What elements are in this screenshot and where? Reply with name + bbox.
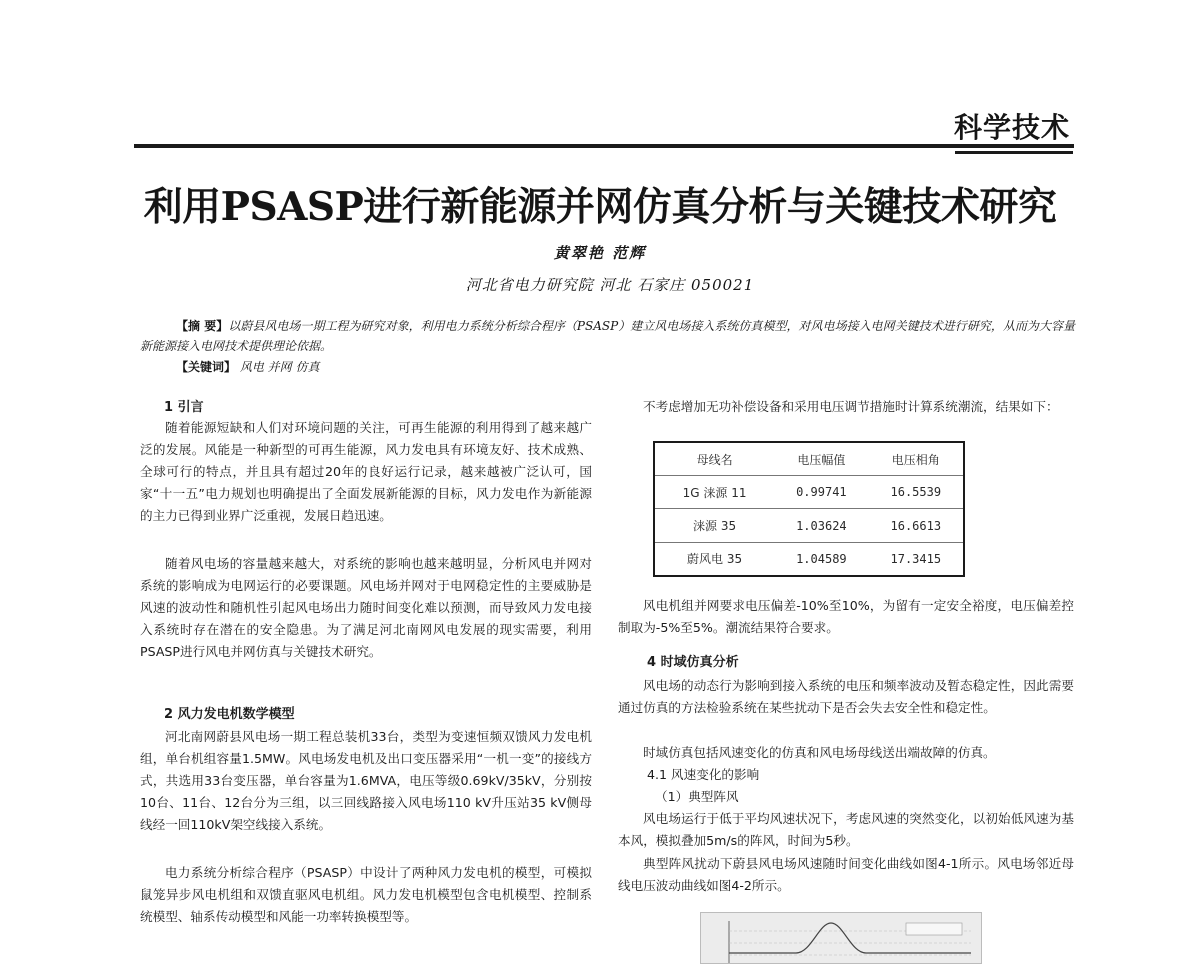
keywords — [176, 358, 319, 375]
curve-paragraph-text: 典型阵风扰动下蔚县风电场风速随时间变化曲线如图4-1所示。风电场邻近母线电压波动曲线如图4-2所示。 — [618, 856, 1074, 893]
gust-paragraph-text: 风电场运行于低于平均风速状况下，考虑风速的突然变化，以初始低风速为基本风，模拟叠加5m/s的阵风，时间为5秒。 — [618, 811, 1074, 848]
section-label: 科学技术 — [953, 111, 1070, 144]
intro-paragraph-2 — [140, 553, 592, 663]
load-flow-table — [653, 441, 965, 577]
table-header-cell: 电压幅值 — [797, 452, 846, 467]
table-cell-magnitude: 0.99741 — [774, 476, 868, 509]
load-flow-table-grid — [655, 443, 963, 575]
heading-intro-text: 1 引言 — [164, 400, 204, 415]
simulation-scope-paragraph — [618, 742, 1074, 764]
section-heading-intro — [164, 397, 204, 419]
table-cell-angle: 17.3415 — [869, 542, 963, 575]
table-row — [655, 476, 963, 509]
table-cell-magnitude: 1.03624 — [774, 509, 868, 542]
flow-paragraph — [618, 396, 1074, 418]
subheading-gust — [655, 786, 739, 808]
intro-paragraph-1 — [140, 417, 592, 527]
table-header-cell: 电压相角 — [891, 452, 940, 467]
keywords-label: 【关键词】 — [176, 360, 237, 374]
article-title: 利用PSASP进行新能源并网仿真分析与关键技术研究 — [143, 184, 1057, 230]
model-p1-text: 河北南网蔚县风电场一期工程总装机33台，类型为变速恒频双馈风力发电机组，单台机组容量1.5MW。风电场发电机及出口变压器采用“一机一变”的接线方式，共选用33台变压器，单台容量为1.6MVA，电压等级0.69kV/35kV，分别按10台、11台、12台分为三组，以三回线路接入风电场110 kV升压站35 kV侧母线经一回110kV架空线接入系统。 — [140, 729, 592, 832]
abstract — [140, 316, 1075, 356]
intro-p1-text: 随着能源短缺和人们对环境问题的关注，可再生能源的利用得到了越来越广泛的发展。风能是一种新型的可再生能源，风力发电具有环境友好、技术成熟、全球可行的特点，并且具有超过20年的良好运行记录，越来越被广泛认可，国家“十一五”电力规划也明确提出了全面发展新能源的目标，风力发电作为新能源的主力已得到业界广泛重视，发展日趋迅速。 — [140, 420, 592, 523]
voltage-paragraph-text: 风电机组并网要求电压偏差-10%至10%，为留有一定安全裕度，电压偏差控制取为-5%至5%。潮流结果符合要求。 — [618, 598, 1074, 635]
article-affiliation: 河北省电力研究院 河北 石家庄 050021 — [465, 276, 755, 294]
subheading-gust-text: （1）典型阵风 — [655, 789, 739, 804]
figure-legend — [906, 923, 962, 935]
curve-paragraph — [618, 853, 1074, 897]
table-cell-angle: 16.5539 — [869, 476, 963, 509]
article-authors: 黄翠艳 范辉 — [553, 244, 647, 262]
simulation-scope-text: 时域仿真包括风速变化的仿真和风电场母线送出端故障的仿真。 — [643, 745, 996, 760]
table-header-row — [655, 443, 963, 476]
abstract-text: 以蔚县风电场一期工程为研究对象，利用电力系统分析综合程序（PSASP）建立风电场接入系统仿真模型，对风电场接入电网关键技术进行研究，从而为大容量新能源接入电网技术提供理论依据。 — [140, 319, 1075, 353]
model-paragraph-1 — [140, 726, 592, 836]
table-cell-bus: 涞源 35 — [655, 509, 774, 542]
header-rule — [134, 144, 1074, 148]
table-cell-bus: 1G 涞源 11 — [655, 476, 774, 509]
gust-paragraph — [618, 808, 1074, 852]
model-p2-text: 电力系统分析综合程序（PSASP）中设计了两种风力发电机的模型，可模拟鼠笼异步风电机组和双馈直驱风电机组。风力发电机模型包含电机模型、控制系统模型、轴系传动模型和风能一功率转换模型等。 — [140, 865, 592, 924]
dynamic-paragraph — [618, 675, 1074, 719]
table-row — [655, 542, 963, 575]
section-heading-model — [164, 704, 295, 726]
flow-paragraph-text: 不考虑增加无功补偿设备和采用电压调节措施时计算系统潮流，结果如下： — [643, 399, 1059, 414]
figure-graphic — [701, 913, 981, 963]
table-row — [655, 509, 963, 542]
table-cell-angle: 16.6613 — [869, 509, 963, 542]
heading-time-text: 4 时域仿真分析 — [647, 655, 739, 670]
model-paragraph-2 — [140, 862, 592, 928]
subheading-wind-speed — [647, 764, 759, 786]
section-heading-time-domain — [647, 652, 739, 674]
header-rule-accent — [955, 151, 1073, 154]
keywords-text: 风电 并网 仿真 — [239, 360, 320, 374]
subheading-wind-speed-text: 4.1 风速变化的影响 — [647, 767, 760, 782]
dynamic-paragraph-text: 风电场的动态行为影响到接入系统的电压和频率波动及暂态稳定性，因此需要通过仿真的方法检验系统在某些扰动下是否会失去安全性和稳定性。 — [618, 678, 1074, 715]
wind-speed-figure — [700, 912, 982, 964]
voltage-paragraph — [618, 595, 1074, 639]
table-cell-magnitude: 1.04589 — [774, 542, 868, 575]
heading-model-text: 2 风力发电机数学模型 — [164, 707, 295, 722]
table-cell-bus: 蔚风电 35 — [655, 542, 774, 575]
table-header-cell: 母线名 — [696, 452, 733, 467]
abstract-label: 【摘 要】 — [176, 319, 229, 333]
intro-p2-text: 随着风电场的容量越来越大，对系统的影响也越来越明显，分析风电并网对系统的影响成为电网运行的必要课题。风电场并网对于电网稳定性的主要威胁是风速的波动性和随机性引起风电场出力随时间变化难以预测，而导致风力发电接入系统时存在潜在的安全隐患。为了满足河北南网风电发展的现实需要，利用PSASP进行风电并网仿真与关键技术研究。 — [140, 556, 592, 659]
